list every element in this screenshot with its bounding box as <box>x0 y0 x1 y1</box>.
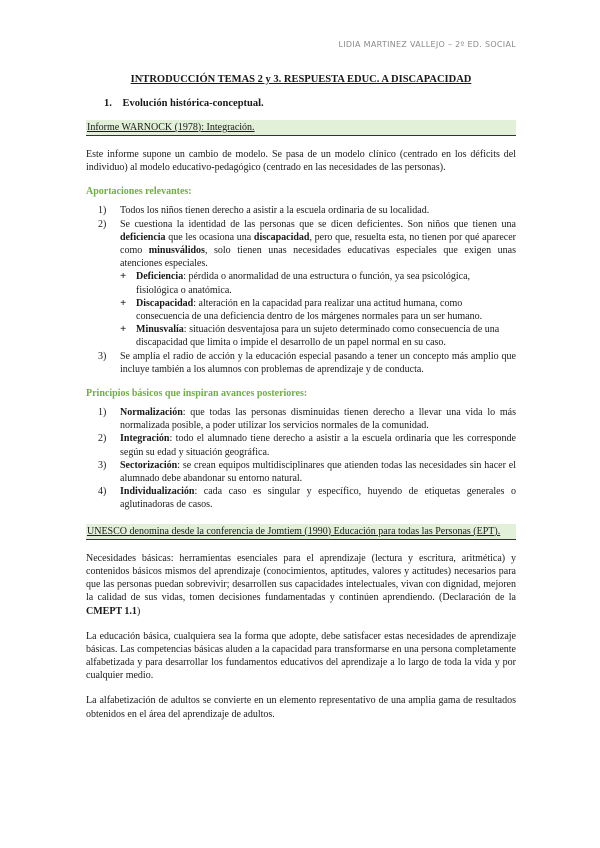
principle-text: : que todas las personas disminuidas tienen derecho a llevar una vida lo más normalizada posible, a poder utilizar los servicios normales de la comunidad. <box>120 407 516 432</box>
plus-bullet-icon: + <box>120 296 127 309</box>
list-item <box>86 204 516 217</box>
unesco-paragraph-3: La alfabetización de adultos se convierte en un elemento representativo de una amplia gama de resultados obtenidos en el área del aprendizaje de adultos. <box>86 695 516 720</box>
item-text: , pero que, resuelta esta, no tienen por qué aparecer como <box>120 231 516 257</box>
list-item <box>86 350 516 376</box>
definition-term: Deficiencia <box>136 271 184 283</box>
list-item <box>86 406 516 432</box>
cmept-reference: CMEPT 1.1 <box>86 605 137 617</box>
document-content <box>86 70 516 721</box>
unesco-band <box>86 524 516 540</box>
unesco-paragraph-2: La educación básica, cualquiera sea la forma que adopte, debe satisfacer estas necesidades de aprendizaje básicas. Las competencias básicas aluden a la capacidad para transformarse en una persona completamente alfabetizada y para desarrollar los fundamentos educativos del aprendizaje a lo largo de toda la vida y por cualquier medio. <box>86 630 516 682</box>
definition-text: : situación desventajosa para un sujeto determinado como consecuencia de una discapacidad que limita o impide el desarrollo de un papel normal en su caso. <box>136 324 500 349</box>
warnock-band-text: Informe WARNOCK (1978): Integración. <box>87 121 255 133</box>
definition-item <box>120 323 516 349</box>
section-number: 1. <box>104 97 112 109</box>
term-deficiencia: deficiencia <box>120 231 166 243</box>
list-item <box>86 485 516 511</box>
definition-item <box>120 270 516 296</box>
item-text: Se amplía el radio de acción y la educación especial pasando a tener un concepto más amplio que incluye también a los alumnos con problemas de aprendizaje y de conducta. <box>120 350 516 375</box>
paragraph-text: ) <box>136 605 141 617</box>
item-text: Se cuestiona la identidad de las personas que se dicen deficientes. Son niños que tienen una <box>120 218 516 230</box>
definitions-list <box>120 270 516 349</box>
item-text: que les ocasiona una <box>165 231 254 243</box>
paragraph-text: Necesidades básicas: herramientas esenciales para el aprendizaje (lectura y escritura, aritmética) y contenidos básicos mismos del aprendizaje (conocimientos, aptitudes, valores y actitudes) necesarios para que las personas puedan sobrevivir; desarrollen sus capacidades intelectuales, vivan con dignidad, mejoren la calidad de sus vidas, tomen decisiones fundamentadas y continúen aprendiendo. (Declaración de la <box>86 552 516 604</box>
warnock-intro: Este informe supone un cambio de modelo. Se pasa de un modelo clínico (centrado en los déficits del individuo) al modelo educativo-pedagógico (centrado en las necesidades de las personas). <box>86 148 516 174</box>
principle-text: : se crean equipos multidisciplinares que atienden todas las necesidades sin hacer el alumnado debe abandonar su entorno natural. <box>120 459 516 485</box>
term-minusvalidos: minusválidos <box>148 245 205 257</box>
item-number: 2) <box>98 433 107 445</box>
item-number: 1) <box>98 407 107 419</box>
section-label: Evolución histórica-conceptual. <box>122 97 264 109</box>
warnock-band <box>86 120 516 136</box>
principle-text: : cada caso es singular y específico, huyendo de etiquetas generales o aglutinadoras de casos. <box>120 486 516 511</box>
plus-bullet-icon: + <box>120 270 127 283</box>
principle-term: Integración <box>120 433 170 445</box>
definition-term: Minusvalía <box>136 324 184 336</box>
plus-bullet-icon: + <box>120 323 127 336</box>
section-heading <box>104 97 516 111</box>
page-header: LIDIA MARTINEZ VALLEJO – 2º ED. SOCIAL <box>338 40 516 49</box>
item-text: Todos los niños tienen derecho a asistir a la escuela ordinaria de su localidad. <box>120 205 430 217</box>
item-number: 1) <box>98 205 107 217</box>
unesco-paragraph-1 <box>86 552 516 618</box>
item-number: 2) <box>98 218 107 230</box>
principios-heading: Principios básicos que inspiran avances posteriores: <box>86 387 308 399</box>
list-item <box>86 218 516 350</box>
item-number: 3) <box>98 350 107 362</box>
aportaciones-heading: Aportaciones relevantes: <box>86 186 192 198</box>
list-item <box>86 459 516 485</box>
principle-term: Individualización <box>120 486 195 498</box>
definition-item <box>120 297 516 323</box>
definition-text: : pérdida o anormalidad de una estructura o función, ya sea psicológica, fisiológica o anatómica. <box>136 271 471 296</box>
term-discapacidad: discapacidad <box>253 231 310 243</box>
principle-term: Sectorización <box>120 459 178 471</box>
item-number: 4) <box>98 486 107 498</box>
document-title: INTRODUCCIÓN TEMAS 2 y 3. RESPUESTA EDUC. A DISCAPACIDAD <box>130 74 472 85</box>
item-number: 3) <box>98 459 107 471</box>
principle-text: : todo el alumnado tiene derecho a asistir a la escuela ordinaria que les corresponde según su edad y situación geográfica. <box>120 433 516 458</box>
principios-list <box>86 406 516 512</box>
definition-term: Discapacidad <box>136 297 194 309</box>
unesco-band-text: UNESCO denomina desde la conferencia de Jomtiem (1990) Educación para todas las Personas (EPT). <box>87 525 501 537</box>
definition-text: : alteración en la capacidad para realizar una actitud humana, como consecuencia de una deficiencia dentro de los márgenes normales para un ser humano. <box>136 297 483 322</box>
item-text: , solo tienen unas necesidades educativas especiales que exigen unas atenciones especiales. <box>120 245 516 270</box>
principle-term: Normalización <box>120 407 183 419</box>
aportaciones-list <box>86 204 516 375</box>
list-item <box>86 432 516 458</box>
